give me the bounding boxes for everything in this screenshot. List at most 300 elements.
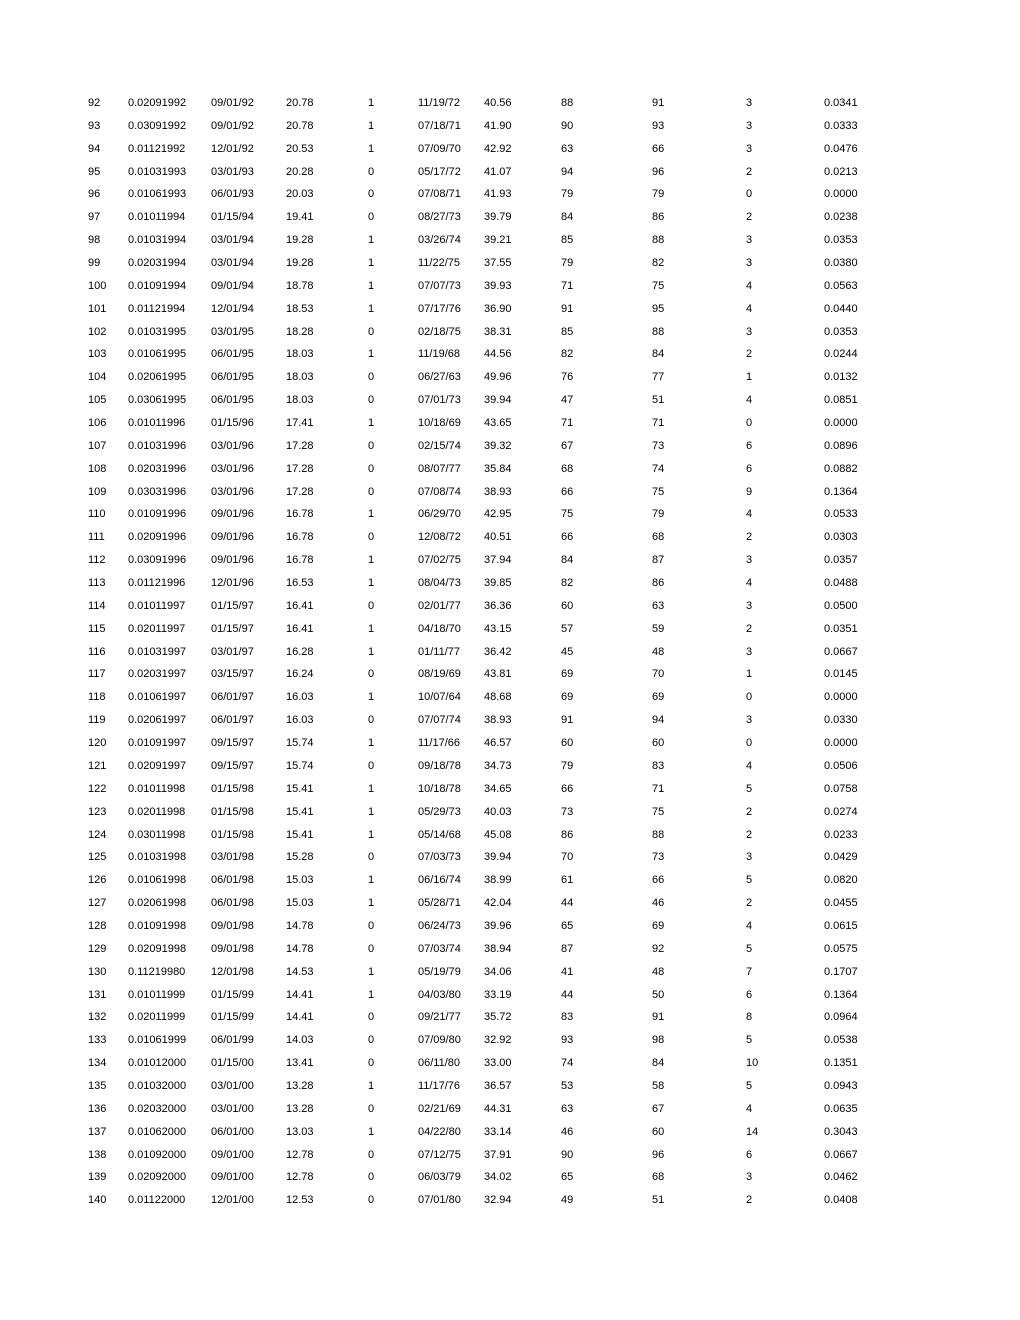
- table-cell: 66: [561, 531, 574, 544]
- table-cell: 75: [652, 279, 665, 292]
- table-cell: 09/21/77: [418, 1011, 461, 1024]
- table-cell: 06/01/95: [211, 371, 254, 384]
- table-cell: 126: [88, 874, 107, 887]
- table-cell: 88: [652, 234, 665, 247]
- table-row: [0, 663, 1020, 686]
- table-cell: 20.78: [286, 97, 314, 109]
- table-cell: 03/01/97: [211, 645, 254, 658]
- table-cell: 0: [368, 1194, 375, 1207]
- table-cell: 0.0563: [824, 279, 858, 292]
- table-cell: 15.41: [286, 782, 314, 795]
- table-cell: 01/15/96: [211, 417, 254, 430]
- table-cell: 1: [368, 897, 375, 910]
- table-cell: 1: [368, 142, 375, 155]
- table-cell: 0.02091997: [128, 759, 187, 772]
- table-cell: 0.0357: [824, 554, 858, 567]
- table-cell: 99: [88, 257, 101, 270]
- table-cell: 1: [368, 622, 375, 635]
- table-cell: 1: [746, 371, 753, 384]
- table-row: [0, 275, 1020, 298]
- table-cell: 44: [561, 897, 574, 910]
- table-cell: 1: [368, 874, 375, 887]
- table-cell: 14.41: [286, 988, 314, 1001]
- table-cell: 96: [652, 1148, 665, 1161]
- table-cell: 74: [561, 1057, 574, 1070]
- table-cell: 05/17/72: [418, 165, 461, 178]
- table-cell: 86: [652, 577, 665, 590]
- table-cell: 38.93: [484, 714, 512, 727]
- table-cell: 09/15/97: [211, 737, 254, 750]
- table-cell: 124: [88, 828, 107, 841]
- table-cell: 0.0820: [824, 874, 858, 887]
- table-cell: 17.41: [286, 417, 314, 430]
- table-cell: 70: [561, 851, 574, 864]
- table-cell: 06/01/99: [211, 1034, 254, 1047]
- table-cell: 101: [88, 302, 107, 315]
- table-cell: 06/01/98: [211, 874, 254, 887]
- table-cell: 0: [368, 325, 375, 338]
- table-cell: 09/01/98: [211, 919, 254, 932]
- table-cell: 07/02/75: [418, 554, 461, 567]
- table-cell: 0.0244: [824, 348, 858, 361]
- table-cell: 0.01011996: [128, 417, 186, 430]
- table-cell: 137: [88, 1125, 107, 1138]
- table-cell: 1: [368, 1079, 375, 1092]
- table-cell: 0: [368, 714, 375, 727]
- table-cell: 88: [561, 97, 574, 109]
- table-row: [0, 503, 1020, 526]
- table-cell: 0.0533: [824, 508, 858, 521]
- table-cell: 18.53: [286, 302, 314, 315]
- table-cell: 0.0896: [824, 439, 858, 452]
- table-row: [0, 572, 1020, 595]
- table-cell: 104: [88, 371, 107, 384]
- table-cell: 0: [368, 1011, 375, 1024]
- table-cell: 4: [746, 279, 753, 292]
- table-cell: 10: [746, 1057, 759, 1070]
- table-cell: 12/08/72: [418, 531, 461, 544]
- table-cell: 0.0000: [824, 417, 858, 430]
- table-cell: 4: [746, 577, 753, 590]
- table-row: [0, 846, 1020, 869]
- table-cell: 02/01/77: [418, 599, 461, 612]
- table-cell: 20.78: [286, 119, 314, 132]
- table-cell: 2: [746, 1194, 753, 1207]
- table-cell: 40.51: [484, 531, 512, 544]
- table-cell: 0: [368, 668, 375, 681]
- table-cell: 82: [561, 348, 574, 361]
- table-cell: 37.91: [484, 1148, 512, 1161]
- table-cell: 39.32: [484, 439, 512, 452]
- table-cell: 42.92: [484, 142, 512, 155]
- table-cell: 18.03: [286, 394, 314, 407]
- table-cell: 09/01/00: [211, 1171, 254, 1184]
- table-cell: 93: [88, 119, 101, 132]
- table-cell: 4: [746, 508, 753, 521]
- table-cell: 32.92: [484, 1034, 512, 1047]
- table-row: [0, 229, 1020, 252]
- table-cell: 13.28: [286, 1079, 314, 1092]
- table-cell: 133: [88, 1034, 107, 1047]
- table-cell: 2: [746, 531, 753, 544]
- table-cell: 0: [368, 211, 375, 224]
- table-cell: 8: [746, 1011, 753, 1024]
- table-cell: 0.01011998: [128, 782, 186, 795]
- table-row: [0, 732, 1020, 755]
- table-cell: 70: [652, 668, 665, 681]
- table-cell: 04/18/70: [418, 622, 461, 635]
- table-cell: 0: [368, 599, 375, 612]
- table-row: [0, 161, 1020, 184]
- table-cell: 0.0455: [824, 897, 858, 910]
- table-cell: 0.0882: [824, 462, 858, 475]
- table-cell: 03/26/74: [418, 234, 461, 247]
- table-cell: 39.94: [484, 394, 512, 407]
- table-cell: 06/27/63: [418, 371, 461, 384]
- table-cell: 0.0538: [824, 1034, 858, 1047]
- table-cell: 09/01/96: [211, 508, 254, 521]
- table-cell: 91: [561, 714, 574, 727]
- table-cell: 0.0506: [824, 759, 858, 772]
- table-cell: 0.01061995: [128, 348, 187, 361]
- table-cell: 3: [746, 97, 753, 109]
- table-cell: 1: [368, 782, 375, 795]
- table-cell: 04/22/80: [418, 1125, 461, 1138]
- table-cell: 66: [652, 874, 665, 887]
- table-cell: 43.15: [484, 622, 512, 635]
- table-cell: 96: [652, 165, 665, 178]
- table-cell: 79: [561, 759, 574, 772]
- table-cell: 38.93: [484, 485, 512, 498]
- table-cell: 116: [88, 645, 106, 658]
- table-cell: 129: [88, 942, 107, 955]
- table-cell: 41.07: [484, 165, 512, 178]
- table-cell: 19.41: [286, 211, 314, 224]
- table-cell: 4: [746, 394, 753, 407]
- table-cell: 68: [561, 462, 574, 475]
- table-cell: 0.0462: [824, 1171, 858, 1184]
- table-cell: 09/01/94: [211, 279, 254, 292]
- table-cell: 117: [88, 668, 106, 681]
- table-cell: 0.01012000: [128, 1057, 187, 1070]
- table-cell: 1: [746, 668, 753, 681]
- table-cell: 05/29/73: [418, 805, 461, 818]
- table-cell: 0: [368, 759, 375, 772]
- table-cell: 06/01/97: [211, 691, 254, 704]
- table-cell: 34.65: [484, 782, 512, 795]
- table-cell: 0.0488: [824, 577, 858, 590]
- table-row: [0, 618, 1020, 641]
- table-cell: 03/01/96: [211, 439, 254, 452]
- table-cell: 68: [652, 531, 665, 544]
- table-cell: 71: [652, 782, 665, 795]
- table-cell: 73: [561, 805, 574, 818]
- table-cell: 118: [88, 691, 106, 704]
- table-cell: 0.01031995: [128, 325, 187, 338]
- table-cell: 93: [561, 1034, 574, 1047]
- table-cell: 03/01/00: [211, 1079, 254, 1092]
- table-cell: 94: [88, 142, 101, 155]
- table-row: [0, 984, 1020, 1007]
- table-cell: 3: [746, 234, 753, 247]
- table-cell: 90: [561, 1148, 574, 1161]
- table-cell: 1: [368, 1125, 375, 1138]
- table-cell: 58: [652, 1079, 665, 1092]
- table-cell: 115: [88, 622, 106, 635]
- table-cell: 3: [746, 851, 753, 864]
- table-cell: 0.03091996: [128, 554, 187, 567]
- table-cell: 0: [368, 1057, 375, 1070]
- table-cell: 128: [88, 919, 107, 932]
- table-row: [0, 138, 1020, 161]
- table-cell: 11/17/66: [418, 737, 461, 750]
- table-cell: 109: [88, 485, 107, 498]
- table-cell: 01/15/98: [211, 805, 254, 818]
- table-cell: 0: [368, 1034, 375, 1047]
- table-cell: 2: [746, 805, 753, 818]
- table-cell: 36.57: [484, 1079, 512, 1092]
- table-cell: 0.01011994: [128, 211, 186, 224]
- table-cell: 125: [88, 851, 107, 864]
- table-cell: 07/08/74: [418, 485, 461, 498]
- table-cell: 1: [368, 348, 375, 361]
- table-cell: 16.28: [286, 645, 314, 658]
- table-cell: 09/01/00: [211, 1148, 254, 1161]
- table-cell: 02/18/75: [418, 325, 461, 338]
- table-cell: 5: [746, 942, 753, 955]
- table-cell: 76: [561, 371, 574, 384]
- table-cell: 13.03: [286, 1125, 314, 1138]
- table-cell: 0.03091992: [128, 119, 187, 132]
- table-cell: 19.28: [286, 257, 314, 270]
- table-cell: 0.01121996: [128, 577, 186, 590]
- table-cell: 0.3043: [824, 1125, 858, 1138]
- table-cell: 16.03: [286, 714, 314, 727]
- table-cell: 79: [561, 257, 574, 270]
- table-cell: 0: [746, 188, 753, 201]
- table-cell: 0.11219980: [128, 965, 186, 978]
- table-cell: 4: [746, 302, 753, 315]
- table-cell: 08/27/73: [418, 211, 461, 224]
- table-cell: 32.94: [484, 1194, 512, 1207]
- table-cell: 17.28: [286, 439, 314, 452]
- table-cell: 09/18/78: [418, 759, 461, 772]
- table-cell: 86: [561, 828, 574, 841]
- table-cell: 94: [652, 714, 665, 727]
- table-row: [0, 183, 1020, 206]
- table-row: [0, 595, 1020, 618]
- table-cell: 44: [561, 988, 574, 1001]
- table-cell: 1: [368, 737, 375, 750]
- table-cell: 0.0429: [824, 851, 858, 864]
- table-row: [0, 549, 1020, 572]
- table-cell: 61: [561, 874, 574, 887]
- table-cell: 07/09/70: [418, 142, 461, 155]
- table-cell: 10/07/64: [418, 691, 461, 704]
- table-cell: 59: [652, 622, 665, 635]
- table-cell: 131: [88, 988, 107, 1001]
- table-cell: 35.84: [484, 462, 512, 475]
- table-cell: 1: [368, 279, 375, 292]
- table-cell: 15.41: [286, 805, 314, 818]
- table-cell: 02/21/69: [418, 1102, 461, 1115]
- table-cell: 68: [652, 1171, 665, 1184]
- table-cell: 1: [368, 97, 375, 109]
- table-cell: 0.0000: [824, 737, 858, 750]
- table-cell: 0.0000: [824, 691, 858, 704]
- table-cell: 15.74: [286, 759, 314, 772]
- table-cell: 0.01061998: [128, 874, 187, 887]
- table-cell: 06/01/95: [211, 348, 254, 361]
- table-cell: 102: [88, 325, 107, 338]
- table-cell: 0.02092000: [128, 1171, 187, 1184]
- table-cell: 06/01/93: [211, 188, 254, 201]
- table-cell: 03/01/98: [211, 851, 254, 864]
- table-cell: 69: [561, 668, 574, 681]
- table-cell: 0.01062000: [128, 1125, 187, 1138]
- table-cell: 87: [652, 554, 665, 567]
- table-cell: 3: [746, 1171, 753, 1184]
- table-cell: 88: [652, 828, 665, 841]
- table-cell: 06/11/80: [418, 1057, 461, 1070]
- table-cell: 0.0238: [824, 211, 858, 224]
- table-cell: 0.0351: [824, 622, 858, 635]
- table-cell: 06/01/00: [211, 1125, 254, 1138]
- table-cell: 0.02011998: [128, 805, 186, 818]
- table-cell: 16.78: [286, 531, 314, 544]
- table-cell: 3: [746, 554, 753, 567]
- table-cell: 97: [88, 211, 101, 224]
- table-cell: 0.01121992: [128, 142, 186, 155]
- table-cell: 46: [561, 1125, 574, 1138]
- table-cell: 03/01/94: [211, 234, 254, 247]
- table-cell: 38.99: [484, 874, 512, 887]
- table-cell: 51: [652, 1194, 665, 1207]
- table-cell: 98: [88, 234, 101, 247]
- table-cell: 0.0330: [824, 714, 858, 727]
- table-cell: 3: [746, 257, 753, 270]
- table-cell: 103: [88, 348, 107, 361]
- table-cell: 0.1364: [824, 485, 858, 498]
- table-cell: 49: [561, 1194, 574, 1207]
- table-cell: 16.78: [286, 508, 314, 521]
- table-cell: 3: [746, 325, 753, 338]
- table-cell: 12/01/96: [211, 577, 254, 590]
- table-cell: 33.14: [484, 1125, 512, 1138]
- table-cell: 06/01/95: [211, 394, 254, 407]
- table-cell: 34.02: [484, 1171, 512, 1184]
- table-cell: 35.72: [484, 1011, 512, 1024]
- table-cell: 09/01/96: [211, 554, 254, 567]
- table-cell: 03/01/96: [211, 485, 254, 498]
- table-cell: 0.01011999: [128, 988, 186, 1001]
- table-cell: 12.78: [286, 1171, 314, 1184]
- table-cell: 36.90: [484, 302, 512, 315]
- table-cell: 46: [652, 897, 665, 910]
- table-cell: 0.0132: [824, 371, 858, 384]
- table-cell: 09/01/96: [211, 531, 254, 544]
- table-cell: 114: [88, 599, 106, 612]
- table-cell: 69: [561, 691, 574, 704]
- table-cell: 60: [652, 1125, 665, 1138]
- table-cell: 07/09/80: [418, 1034, 461, 1047]
- table-row: [0, 1166, 1020, 1189]
- table-cell: 106: [88, 417, 107, 430]
- table-cell: 65: [561, 919, 574, 932]
- table-row: [0, 1121, 1020, 1144]
- table-cell: 07/12/75: [418, 1148, 461, 1161]
- table-cell: 112: [88, 554, 106, 567]
- table-cell: 0: [746, 737, 753, 750]
- table-row: [0, 641, 1020, 664]
- table-row: [0, 1006, 1020, 1029]
- table-row: [0, 115, 1020, 138]
- table-cell: 0: [368, 439, 375, 452]
- table-cell: 1: [368, 965, 375, 978]
- table-cell: 1: [368, 234, 375, 247]
- table-cell: 37.55: [484, 257, 512, 270]
- table-cell: 113: [88, 577, 106, 590]
- table-cell: 63: [561, 1102, 574, 1115]
- table-cell: 12.53: [286, 1194, 314, 1207]
- table-cell: 01/15/98: [211, 828, 254, 841]
- table-cell: 66: [561, 485, 574, 498]
- table-cell: 1: [368, 805, 375, 818]
- table-cell: 15.41: [286, 828, 314, 841]
- table-row: [0, 709, 1020, 732]
- table-cell: 2: [746, 165, 753, 178]
- table-cell: 75: [652, 485, 665, 498]
- table-cell: 2: [746, 211, 753, 224]
- table-cell: 05/28/71: [418, 897, 461, 910]
- table-cell: 47: [561, 394, 574, 407]
- table-cell: 01/15/97: [211, 599, 254, 612]
- table-cell: 73: [652, 439, 665, 452]
- table-cell: 60: [561, 737, 574, 750]
- table-cell: 16.03: [286, 691, 314, 704]
- table-row: [0, 1144, 1020, 1167]
- table-cell: 84: [561, 211, 574, 224]
- table-cell: 09/01/92: [211, 97, 254, 109]
- table-cell: 20.28: [286, 165, 314, 178]
- table-row: [0, 526, 1020, 549]
- table-row: [0, 686, 1020, 709]
- table-cell: 0.0575: [824, 942, 858, 955]
- data-table: [0, 92, 1020, 1212]
- table-cell: 1: [368, 645, 375, 658]
- table-cell: 98: [652, 1034, 665, 1047]
- table-cell: 43.81: [484, 668, 512, 681]
- table-cell: 11/22/75: [418, 257, 461, 270]
- table-cell: 1: [368, 577, 375, 590]
- table-cell: 05/14/68: [418, 828, 461, 841]
- table-cell: 20.53: [286, 142, 314, 155]
- table-row: [0, 412, 1020, 435]
- table-cell: 06/03/79: [418, 1171, 461, 1184]
- table-cell: 0.03061995: [128, 394, 187, 407]
- table-cell: 12/01/94: [211, 302, 254, 315]
- table-cell: 1: [368, 302, 375, 315]
- table-cell: 01/15/00: [211, 1057, 254, 1070]
- table-cell: 18.03: [286, 348, 314, 361]
- table-cell: 39.93: [484, 279, 512, 292]
- table-cell: 0.03011998: [128, 828, 186, 841]
- table-cell: 136: [88, 1102, 107, 1115]
- table-cell: 06/29/70: [418, 508, 461, 521]
- table-cell: 0.0333: [824, 119, 858, 132]
- table-cell: 69: [652, 691, 665, 704]
- table-cell: 0.02011997: [128, 622, 186, 635]
